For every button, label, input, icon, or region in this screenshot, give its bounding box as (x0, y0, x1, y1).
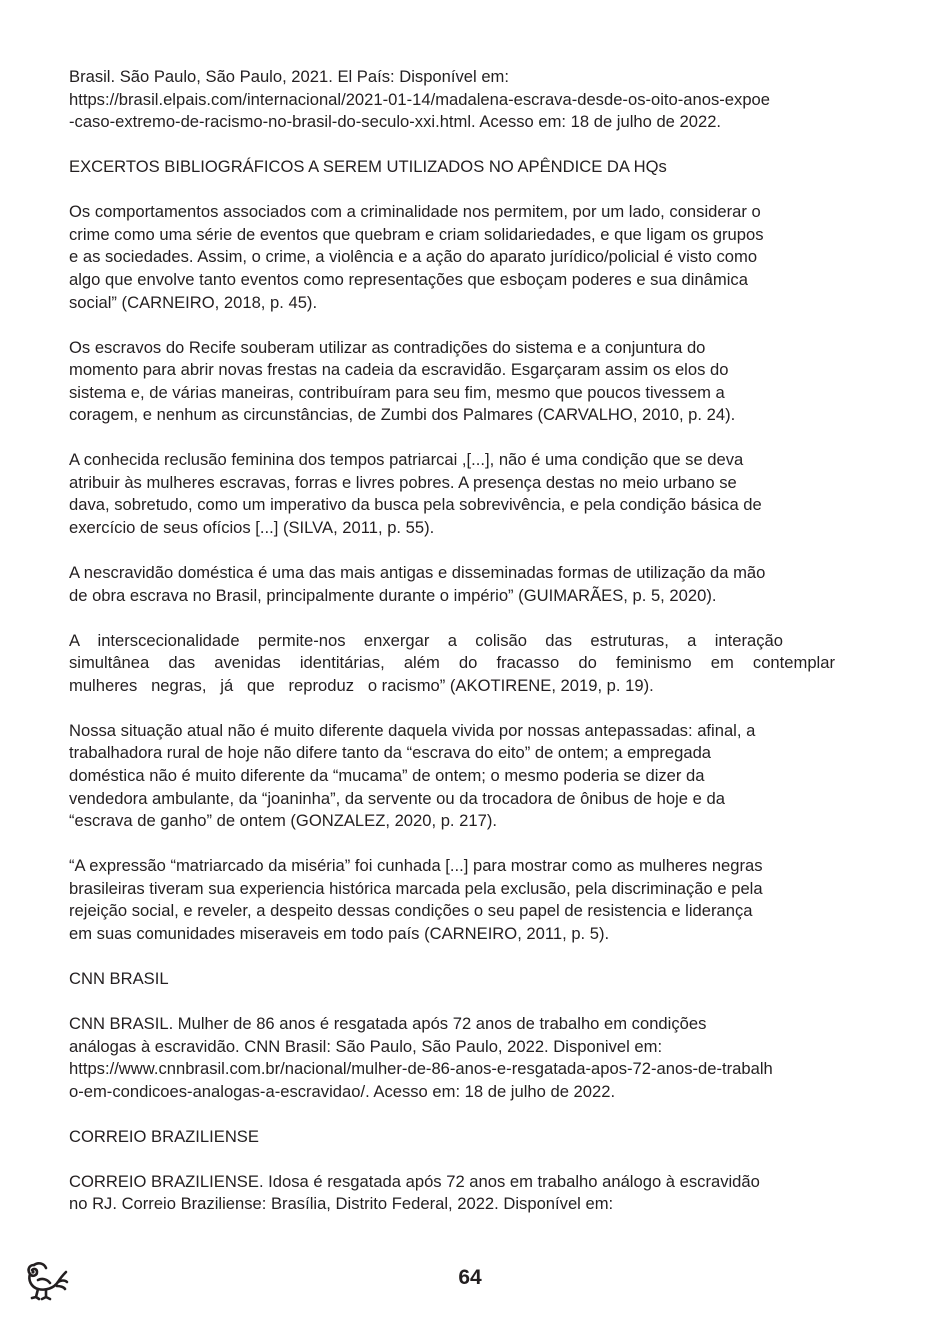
text-line: -caso-extremo-de-racismo-no-brasil-do-seculo-xxi.html. Acesso em: 18 de julho de 2022. (69, 112, 722, 132)
text-line: CNN BRASIL. Mulher de 86 anos é resgatada após 72 anos de trabalho em condições (69, 1013, 707, 1033)
text-line: “A expressão “matriarcado da miséria” foi cunhada [...] para mostrar como as mulheres negras (69, 856, 763, 876)
text-line: simultânea das avenidas identitárias, além do fracasso do feminismo em contemplar (69, 653, 835, 673)
text-line: CORREIO BRAZILIENSE. Idosa é resgatada após 72 anos em trabalho análogo à escravidão (69, 1171, 760, 1191)
cnn-heading-block (69, 968, 875, 991)
cnn-reference (69, 1013, 875, 1103)
text-line: sistema e, de várias maneiras, contribuíram para seu fim, mesmo que poucos tivessem a (69, 382, 725, 402)
reference-heading: CORREIO BRAZILIENSE (69, 1126, 259, 1146)
text-line: A interscecionalidade permite-nos enxergar a colisão das estruturas, a interação (69, 630, 783, 650)
text-line: no RJ. Correio Braziliense: Brasília, Distrito Federal, 2022. Disponível em: (69, 1194, 614, 1214)
text-line: e as sociedades. Assim, o crime, a violência e a ação do aparato jurídico/policial é visto como (69, 247, 758, 267)
text-line: momento para abrir novas frestas na cadeia da escravidão. Esgarçaram assim os elos do (69, 360, 729, 380)
text-line: de obra escrava no Brasil, principalmente durante o império” (GUIMARÃES, p. 5, 2020). (69, 585, 717, 605)
text-line: em suas comunidades miseraveis em todo país (CARNEIRO, 2011, p. 5). (69, 923, 610, 943)
correio-heading-block (69, 1126, 875, 1149)
text-line: dava, sobretudo, como um imperativo da busca pela sobrevivência, e pela condição básica de (69, 495, 762, 515)
text-line: https://www.cnnbrasil.com.br/nacional/mulher-de-86-anos-e-resgatada-apos-72-anos-de-trabalh (69, 1059, 773, 1079)
excerpt-paragraph (69, 720, 875, 833)
text-line: A conhecida reclusão feminina dos tempos patriarcai ,[...], não é uma condição que se deva (69, 450, 744, 470)
text-line: Brasil. São Paulo, São Paulo, 2021. El País: Disponível em: (69, 67, 509, 86)
text-line: social” (CARNEIRO, 2018, p. 45). (69, 292, 318, 312)
text-line: vendedora ambulante, da “joaninha”, da servente ou da trocadora de ônibus de hoje e da (69, 788, 725, 808)
text-line: Os escravos do Recife souberam utilizar as contradições do sistema e a conjuntura do (69, 337, 706, 357)
excerpt-paragraph (69, 562, 875, 607)
correio-reference (69, 1171, 875, 1216)
excerpt-paragraph (69, 449, 875, 539)
excerpt-paragraph (69, 201, 875, 314)
text-line: coragem, e nenhum as circunstâncias, de Zumbi dos Palmares (CARVALHO, 2010, p. 24). (69, 405, 736, 425)
excerpt-paragraph (69, 630, 875, 698)
text-line: mulheres negras, já que reproduz o racismo” (AKOTIRENE, 2019, p. 19). (69, 675, 654, 695)
text-line: doméstica não é muito diferente da “mucama” de ontem; o mesmo poderia se dizer da (69, 765, 705, 785)
text-line: brasileiras tiveram sua experiencia histórica marcada pela exclusão, pela discriminação e pela (69, 878, 763, 898)
excerpt-paragraph (69, 855, 875, 945)
text-line: atribuir às mulheres escravas, forras e livres pobres. A presença destas no meio urbano se (69, 472, 737, 492)
excerpt-paragraph (69, 337, 875, 427)
text-line: rejeição social, e reveler, a despeito dessas condições o seu papel de resistencia e liderança (69, 901, 753, 921)
reference-heading: CNN BRASIL (69, 968, 169, 988)
text-line: algo que envolve tanto eventos como representações que esboçam poderes e sua dinâmica (69, 269, 748, 289)
text-line: crime como uma série de eventos que quebram e criam solidariedades, e que ligam os grupos (69, 224, 764, 244)
text-line: A nescravidão doméstica é uma das mais antigas e disseminadas formas de utilização da mão (69, 563, 766, 583)
text-line: “escrava de ganho” de ontem (GONZALEZ, 2020, p. 217). (69, 811, 497, 831)
text-line: análogas à escravidão. CNN Brasil: São Paulo, São Paulo, 2022. Disponivel em: (69, 1036, 663, 1056)
section-heading-block (69, 156, 875, 179)
document-body (69, 66, 875, 1238)
intro-reference (69, 66, 875, 134)
text-line: trabalhadora rural de hoje não difere tanto da “escrava do eito” de ontem; a empregada (69, 743, 712, 763)
page-number: 64 (458, 1266, 482, 1289)
section-heading: EXCERTOS BIBLIOGRÁFICOS A SEREM UTILIZADOS NO APÊNDICE DA HQs (69, 157, 667, 177)
text-line: Nossa situação atual não é muito diferente daquela vivida por nossas antepassadas: afinal, a (69, 720, 756, 740)
text-line: exercício de seus ofícios [...] (SILVA, 2011, p. 55). (69, 518, 435, 538)
text-line: https://brasil.elpais.com/internacional/2021-01-14/madalena-escrava-desde-os-oito-anos-expoe (69, 89, 771, 109)
text-line: Os comportamentos associados com a criminalidade nos permitem, por um lado, considerar o (69, 202, 761, 222)
text-line: o-em-condicoes-analogas-a-escravidao/. Acesso em: 18 de julho de 2022. (69, 1081, 616, 1101)
